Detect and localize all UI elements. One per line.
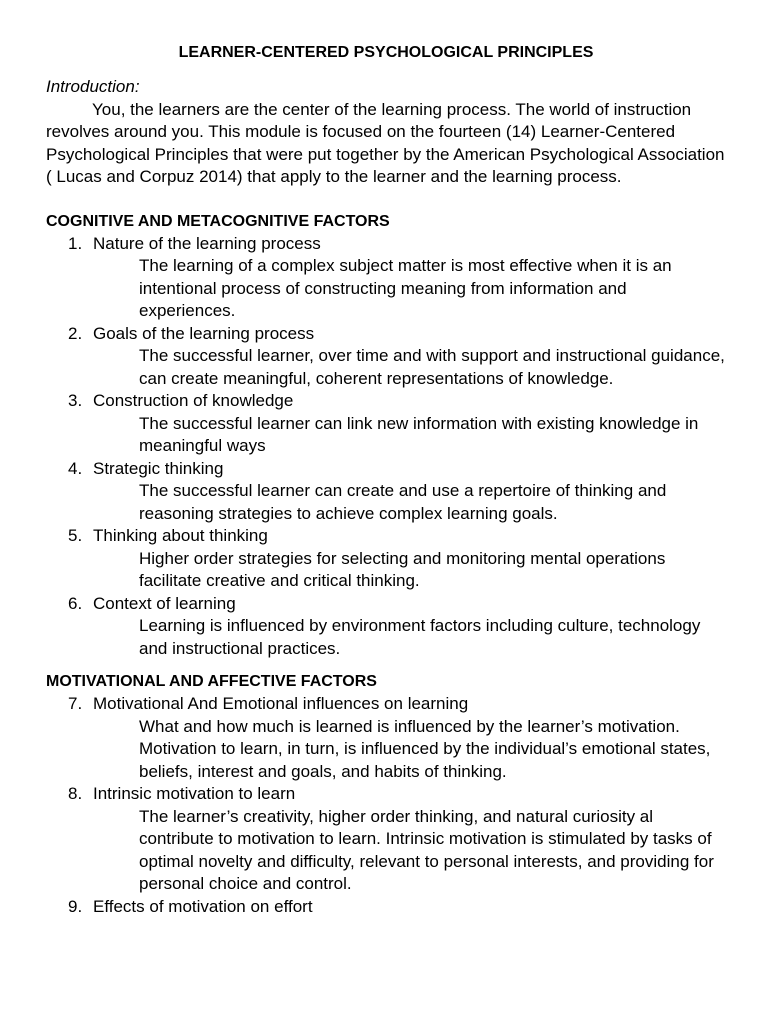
item-title: Nature of the learning process [93, 233, 321, 253]
item-number: 4. [68, 458, 83, 478]
item-description: The successful learner can link new information with existing knowledge in meaningful ways [139, 413, 699, 455]
item-title: Motivational And Emotional influences on learning [93, 694, 469, 713]
list-item [46, 458, 726, 526]
document-page [46, 42, 726, 918]
item-description: Learning is influenced by environment factors including culture, technology and instructional practices. [139, 616, 701, 658]
list-item [46, 233, 726, 323]
item-title: Goals of the learning process [93, 323, 315, 343]
list-item [46, 323, 726, 391]
list-item [46, 390, 726, 458]
item-number: 2. [68, 323, 83, 343]
item-number: 1. [68, 233, 83, 253]
section-heading: COGNITIVE AND METACOGNITIVE FACTORS [46, 212, 390, 230]
item-description: Higher order strategies for selecting and monitoring mental operations facilitate creative and critical thinking. [139, 548, 666, 590]
list-item [46, 525, 726, 593]
document-title: LEARNER-CENTERED PSYCHOLOGICAL PRINCIPLES [178, 44, 594, 61]
item-title: Context of learning [93, 593, 236, 613]
intro-paragraph: You, the learners are the center of the learning process. The world of instruction revolves around you. This module is focused on the fourteen (14) Learner-Centered Psychological Principles that were put together by the American Psychological Association ( Lucas and Corpuz 2014) that apply to the learner and the learning process. [46, 99, 725, 186]
item-description: The learner’s creativity, higher order thinking, and natural curiosity al contribute to motivation to learn. Intrinsic motivation is stimulated by tasks of optimal novelty and difficulty, relevant to personal interests, and providing for personal choice and control. [139, 806, 714, 893]
item-title: Thinking about thinking [93, 526, 268, 545]
item-number: 7. [68, 694, 83, 713]
item-title: Construction of knowledge [93, 391, 294, 410]
list-item [46, 783, 726, 896]
item-number: 8. [68, 784, 83, 803]
item-number: 9. [68, 896, 83, 916]
item-number: 6. [68, 593, 83, 613]
item-title: Strategic thinking [93, 458, 224, 478]
item-title: Intrinsic motivation to learn [93, 784, 296, 803]
item-description: The successful learner can create and use a repertoire of thinking and reasoning strategies to achieve complex learning goals. [139, 481, 667, 523]
list-item [46, 593, 726, 661]
list-item [46, 693, 726, 783]
item-number: 5. [68, 526, 83, 545]
item-description: What and how much is learned is influenced by the learner’s motivation. Motivation to learn, in turn, is influenced by the individual’s emotional states, beliefs, interest and goals, and habits of thinking. [139, 716, 711, 781]
intro-heading: Introduction: [46, 77, 140, 96]
section-heading: MOTIVATIONAL AND AFFECTIVE FACTORS [46, 673, 377, 690]
list-item [46, 896, 726, 919]
item-title: Effects of motivation on effort [93, 896, 313, 916]
item-description: The successful learner, over time and with support and instructional guidance, can create meaningful, coherent representations of knowledge. [139, 346, 725, 388]
item-number: 3. [68, 391, 83, 410]
item-description: The learning of a complex subject matter is most effective when it is an intentional process of constructing meaning from information and experiences. [139, 256, 672, 320]
